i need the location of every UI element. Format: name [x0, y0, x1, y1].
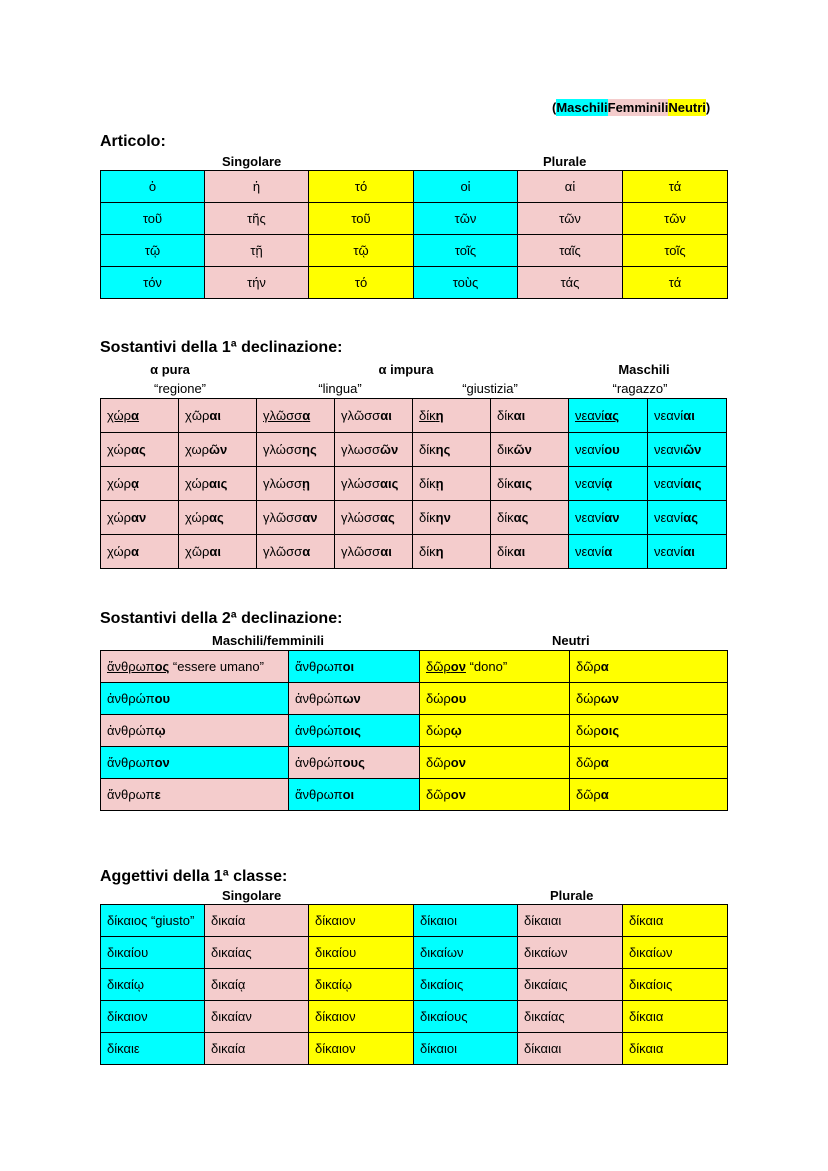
word-stem: χῶρ: [185, 544, 210, 559]
decl1-cell: [569, 399, 648, 433]
word-ending: ην: [435, 510, 451, 525]
agg1-cell: δικαίοις: [414, 969, 518, 1001]
word-stem: νεανί: [575, 442, 605, 457]
decl2-cell: [420, 683, 570, 715]
agg1-cell: δίκαια: [623, 1033, 728, 1065]
word-stem: νεανί: [575, 544, 605, 559]
articolo-cell: τοῦ: [101, 203, 205, 235]
word-ending: ας: [209, 510, 224, 525]
word-stem: δίκ: [497, 476, 514, 491]
decl2-cell: [289, 779, 420, 811]
articolo-cell: ταῖς: [518, 235, 623, 267]
word-stem: νεανί: [575, 408, 605, 423]
word-stem: δίκ: [419, 476, 436, 491]
decl1-a-pura-label: α pura: [150, 362, 190, 377]
articolo-cell: αἱ: [518, 171, 623, 203]
decl1-cell: [413, 535, 491, 569]
decl1-cell: [179, 467, 257, 501]
decl1-row: [101, 399, 727, 433]
decl1-cell: [335, 433, 413, 467]
articolo-cell: τῶν: [623, 203, 728, 235]
word-ending: αι: [513, 408, 526, 423]
agg1-cell: δίκαιον: [101, 1001, 205, 1033]
decl2-cell: [101, 715, 289, 747]
word-stem: νεανί: [654, 408, 684, 423]
legend-maschili: Maschili: [556, 100, 608, 115]
agg1-plurale-label: Plurale: [550, 888, 594, 903]
word-ending: αι: [683, 408, 695, 423]
word-stem: γλῶσσ: [341, 408, 381, 423]
articolo-cell: ἡ: [205, 171, 309, 203]
decl1-cell: [491, 433, 569, 467]
word-stem: νεανί: [575, 476, 605, 491]
decl1-cell: [648, 433, 727, 467]
word-ending: αις: [380, 476, 399, 491]
word-stem: γλώσσ: [263, 442, 302, 457]
word-ending: ας: [513, 510, 529, 525]
agg1-cell: δίκαιοι: [414, 1033, 518, 1065]
word-stem: δικ: [497, 442, 514, 457]
articolo-cell: τοῖς: [623, 235, 728, 267]
word-ending: ῶν: [513, 442, 532, 457]
agg1-row: [101, 905, 728, 937]
decl2-cell: [570, 715, 728, 747]
articolo-cell: τῶν: [518, 203, 623, 235]
word-ending: αι: [209, 544, 221, 559]
decl2-cell: [420, 747, 570, 779]
decl2-cell: [420, 651, 570, 683]
decl1-row: [101, 535, 727, 569]
decl2-row: [101, 779, 728, 811]
agg1-row: [101, 937, 728, 969]
articolo-cell: τήν: [205, 267, 309, 299]
decl1-cell: [257, 501, 335, 535]
word-stem: νεανι: [654, 442, 684, 457]
decl1-cell: [179, 501, 257, 535]
word-stem: γλώσσ: [341, 476, 380, 491]
gloss-essere-umano: “essere umano”: [169, 659, 264, 674]
agg1-singolare-label: Singolare: [222, 888, 282, 903]
decl1-row: [101, 467, 727, 501]
word-stem: γλῶσσ: [341, 544, 381, 559]
agg1-cell: δίκαια: [623, 1001, 728, 1033]
agg1-cell: δίκαιον: [309, 905, 414, 937]
articolo-singolare-label: Singolare: [222, 154, 282, 169]
articolo-cell: τά: [623, 267, 728, 299]
decl1-cell: [648, 535, 727, 569]
word-ending: ῃ: [302, 476, 310, 491]
word-stem: χώρ: [107, 476, 132, 491]
articolo-cell: τῶν: [414, 203, 518, 235]
decl2-row: [101, 747, 728, 779]
articolo-cell: τοὺς: [414, 267, 518, 299]
word-ending: ου: [604, 442, 620, 457]
legend-femminili: Femminili: [607, 100, 669, 115]
word-ending: ους: [342, 755, 365, 770]
word-stem: χώρ: [107, 408, 132, 423]
word-stem: ἀνθρώπ: [107, 723, 155, 738]
word-stem: δίκ: [497, 510, 514, 525]
decl2-maschili-femminili-label: Maschili/femminili: [212, 633, 324, 648]
word-stem: νεανί: [654, 510, 684, 525]
articolo-cell: τῇ: [205, 235, 309, 267]
decl2-cell: [570, 683, 728, 715]
word-stem: χώρ: [107, 544, 132, 559]
articolo-plurale-label: Plurale: [543, 154, 587, 169]
decl1-a-impura-label: α impura: [378, 362, 434, 377]
decl1-gloss-giustizia: “giustizia”: [462, 381, 518, 396]
articolo-table: [100, 170, 728, 299]
decl1-row: [101, 433, 727, 467]
word-stem: χώρ: [185, 476, 210, 491]
decl1-cell: [413, 467, 491, 501]
decl1-cell: [101, 535, 179, 569]
word-stem: γλώσσ: [263, 476, 302, 491]
decl1-cell: [179, 433, 257, 467]
agg1-cell: δικαίων: [414, 937, 518, 969]
decl2-cell: [289, 651, 420, 683]
word-ending: α: [302, 544, 311, 559]
word-ending: ας: [131, 442, 146, 457]
word-stem: δώρ: [426, 691, 451, 706]
word-ending: α: [600, 787, 609, 802]
word-stem: δίκ: [419, 442, 436, 457]
agg1-row: [101, 1001, 728, 1033]
agg1-row: [101, 1033, 728, 1065]
articolo-cell: οἱ: [414, 171, 518, 203]
decl1-gloss-regione: “regione”: [153, 381, 207, 396]
agg1-row: [101, 969, 728, 1001]
agg1-cell: δικαίαν: [205, 1001, 309, 1033]
decl2-cell: [289, 715, 420, 747]
agg1-cell: δίκαιαι: [518, 905, 623, 937]
word-ending: ον: [154, 755, 170, 770]
agg1-cell: δικαίων: [623, 937, 728, 969]
word-ending: οι: [342, 659, 355, 674]
word-stem: νεανί: [575, 510, 605, 525]
word-ending: ον: [450, 755, 466, 770]
decl1-cell: [491, 501, 569, 535]
word-ending: αι: [380, 544, 392, 559]
decl1-cell: [101, 433, 179, 467]
word-ending: αι: [513, 544, 526, 559]
word-ending: α: [302, 408, 311, 423]
word-ending: α: [131, 408, 140, 423]
word-stem: ἄνθρωπ: [295, 659, 343, 674]
agg1-cell: δίκαιαι: [518, 1033, 623, 1065]
agg1-cell: δίκαιοι: [414, 905, 518, 937]
agg1-title: Aggettivi della 1ª classe:: [100, 868, 288, 885]
decl2-cell: [570, 651, 728, 683]
word-stem: ἄνθρωπ: [107, 659, 155, 674]
word-ending: ας: [683, 510, 698, 525]
agg1-cell: δικαίου: [309, 937, 414, 969]
word-stem: δίκ: [419, 510, 436, 525]
articolo-row: [101, 267, 728, 299]
decl1-cell: [257, 535, 335, 569]
word-stem: δίκ: [497, 544, 514, 559]
decl2-cell: [101, 747, 289, 779]
decl1-maschili-label: Maschili: [618, 362, 670, 377]
decl1-cell: [257, 399, 335, 433]
word-ending: ῳ: [450, 723, 462, 738]
decl2-cell: [289, 747, 420, 779]
word-ending: ος: [154, 659, 170, 674]
decl2-cell: [420, 779, 570, 811]
word-stem: δῶρ: [576, 755, 601, 770]
articolo-cell: τῷ: [309, 235, 414, 267]
agg1-cell: δίκαιον: [309, 1001, 414, 1033]
agg1-cell: δίκαια: [623, 905, 728, 937]
decl1-cell: [335, 501, 413, 535]
decl2-cell: [101, 683, 289, 715]
word-ending: ων: [600, 691, 619, 706]
decl2-neutri-label: Neutri: [552, 633, 590, 648]
word-stem: δίκ: [497, 408, 514, 423]
articolo-cell: τό: [309, 171, 414, 203]
agg1-cell: δίκαιον: [309, 1033, 414, 1065]
agg1-cell: δικαίας: [205, 937, 309, 969]
word-ending: α: [600, 659, 609, 674]
articolo-title: Articolo:: [100, 133, 166, 150]
agg1-cell: δικαίαις: [518, 969, 623, 1001]
word-stem: δώρ: [576, 691, 601, 706]
word-ending: ᾳ: [604, 476, 613, 491]
word-stem: χώρ: [107, 510, 132, 525]
word-ending: αις: [513, 476, 532, 491]
word-ending: ῶν: [683, 442, 702, 457]
word-ending: οις: [600, 723, 620, 738]
word-stem: ἀνθρώπ: [295, 755, 343, 770]
agg1-cell: δικαίῳ: [309, 969, 414, 1001]
decl2-cell: [101, 651, 289, 683]
word-stem: ἀνθρώπ: [295, 691, 343, 706]
word-ending: ε: [154, 787, 161, 802]
word-stem: δῶρ: [426, 755, 451, 770]
word-ending: ον: [450, 659, 466, 674]
word-ending: ου: [154, 691, 171, 706]
agg1-cell: δικαίου: [101, 937, 205, 969]
word-ending: αν: [604, 510, 620, 525]
articolo-cell: τάς: [518, 267, 623, 299]
word-stem: γλῶσσ: [263, 408, 303, 423]
word-ending: ας: [380, 510, 395, 525]
decl1-cell: [491, 467, 569, 501]
decl1-cell: [335, 399, 413, 433]
word-stem: ἀνθρώπ: [107, 691, 155, 706]
word-stem: γλώσσ: [341, 510, 380, 525]
decl1-cell: [257, 467, 335, 501]
word-ending: οι: [342, 787, 355, 802]
word-ending: αις: [683, 476, 702, 491]
word-ending: η: [435, 544, 444, 559]
agg1-cell: δικαίοις: [623, 969, 728, 1001]
agg1-cell: δικαία: [205, 1033, 309, 1065]
agg1-cell: δίκαιος “giusto”: [101, 905, 205, 937]
articolo-cell: τά: [623, 171, 728, 203]
decl2-cell: [101, 779, 289, 811]
agg1-cell: δικαία: [205, 905, 309, 937]
word-stem: δῶρ: [426, 659, 451, 674]
articolo-row: [101, 203, 728, 235]
word-stem: γλῶσσ: [263, 510, 303, 525]
word-stem: γλῶσσ: [263, 544, 303, 559]
word-stem: ἄνθρωπ: [107, 755, 155, 770]
decl1-cell: [569, 501, 648, 535]
articolo-cell: τοῖς: [414, 235, 518, 267]
articolo-cell: τῷ: [101, 235, 205, 267]
agg1-cell: δικαίων: [518, 937, 623, 969]
word-stem: δῶρ: [426, 787, 451, 802]
word-ending: ης: [435, 442, 451, 457]
decl2-cell: [570, 779, 728, 811]
word-stem: ἀνθρώπ: [295, 723, 343, 738]
decl1-title: Sostantivi della 1ª declinazione:: [100, 339, 343, 356]
decl1-cell: [569, 467, 648, 501]
agg1-cell: δικαίους: [414, 1001, 518, 1033]
word-ending: αν: [131, 510, 147, 525]
decl1-cell: [648, 399, 727, 433]
agg1-cell: δίκαιε: [101, 1033, 205, 1065]
decl2-table: [100, 650, 728, 811]
word-ending: ου: [450, 691, 467, 706]
decl1-cell: [491, 535, 569, 569]
word-ending: αις: [209, 476, 228, 491]
word-stem: χώρ: [107, 442, 132, 457]
legend-open-paren: (: [552, 100, 557, 115]
legend-close-paren: ): [705, 100, 711, 115]
decl1-cell: [569, 433, 648, 467]
decl1-cell: [257, 433, 335, 467]
word-ending: α: [131, 544, 140, 559]
decl1-cell: [101, 399, 179, 433]
word-stem: νεανί: [654, 476, 684, 491]
gender-legend: [552, 100, 710, 115]
decl1-cell: [413, 399, 491, 433]
word-stem: γλωσσ: [341, 442, 380, 457]
word-ending: αι: [683, 544, 695, 559]
decl1-gloss-lingua: “lingua”: [318, 381, 362, 396]
articolo-cell: τῆς: [205, 203, 309, 235]
decl1-gloss-ragazzo: “ragazzo”: [612, 381, 668, 396]
agg1-table: [100, 904, 728, 1065]
decl1-cell: [413, 501, 491, 535]
decl1-cell: [179, 535, 257, 569]
decl1-cell: [101, 467, 179, 501]
decl2-cell: [570, 747, 728, 779]
word-ending: ον: [450, 787, 466, 802]
decl1-cell: [648, 501, 727, 535]
decl1-cell: [335, 467, 413, 501]
decl2-cell: [289, 683, 420, 715]
word-stem: δίκ: [419, 544, 436, 559]
articolo-cell: τοῦ: [309, 203, 414, 235]
decl2-row: [101, 683, 728, 715]
word-ending: ων: [342, 691, 361, 706]
word-stem: χωρ: [185, 442, 210, 457]
decl1-table: [100, 398, 727, 569]
word-ending: η: [435, 408, 444, 423]
articolo-cell: τό: [309, 267, 414, 299]
word-stem: ἄνθρωπ: [107, 787, 155, 802]
decl1-cell: [569, 535, 648, 569]
word-ending: ῃ: [435, 476, 444, 491]
decl1-row: [101, 501, 727, 535]
word-stem: χῶρ: [185, 408, 210, 423]
word-stem: δῶρ: [576, 787, 601, 802]
word-ending: α: [600, 755, 609, 770]
decl2-row: [101, 651, 728, 683]
decl1-cell: [648, 467, 727, 501]
gloss-dono: “dono”: [465, 659, 508, 674]
word-ending: ῶν: [380, 442, 399, 457]
word-stem: δίκ: [419, 408, 436, 423]
agg1-cell: δικαίας: [518, 1001, 623, 1033]
articolo-cell: ὁ: [101, 171, 205, 203]
articolo-cell: τόν: [101, 267, 205, 299]
word-stem: χώρ: [185, 510, 210, 525]
word-ending: ας: [604, 408, 619, 423]
word-ending: οις: [342, 723, 361, 738]
word-ending: αι: [380, 408, 392, 423]
legend-neutri: Neutri: [668, 100, 706, 115]
word-stem: δώρ: [576, 723, 601, 738]
word-stem: ἄνθρωπ: [295, 787, 343, 802]
word-ending: α: [604, 544, 613, 559]
decl2-cell: [420, 715, 570, 747]
decl2-title: Sostantivi della 2ª declinazione:: [100, 610, 343, 627]
word-ending: αν: [302, 510, 318, 525]
decl1-cell: [335, 535, 413, 569]
word-ending: αι: [209, 408, 221, 423]
decl1-cell: [413, 433, 491, 467]
word-ending: ῳ: [154, 723, 166, 738]
articolo-row: [101, 235, 728, 267]
word-stem: νεανί: [654, 544, 684, 559]
articolo-row: [101, 171, 728, 203]
decl1-cell: [491, 399, 569, 433]
word-stem: δώρ: [426, 723, 451, 738]
agg1-cell: δικαίᾳ: [205, 969, 309, 1001]
word-ending: ῶν: [209, 442, 228, 457]
word-ending: ης: [302, 442, 317, 457]
decl2-row: [101, 715, 728, 747]
word-ending: ᾳ: [131, 476, 140, 491]
word-stem: δῶρ: [576, 659, 601, 674]
decl1-cell: [101, 501, 179, 535]
agg1-cell: δικαίῳ: [101, 969, 205, 1001]
decl1-cell: [179, 399, 257, 433]
